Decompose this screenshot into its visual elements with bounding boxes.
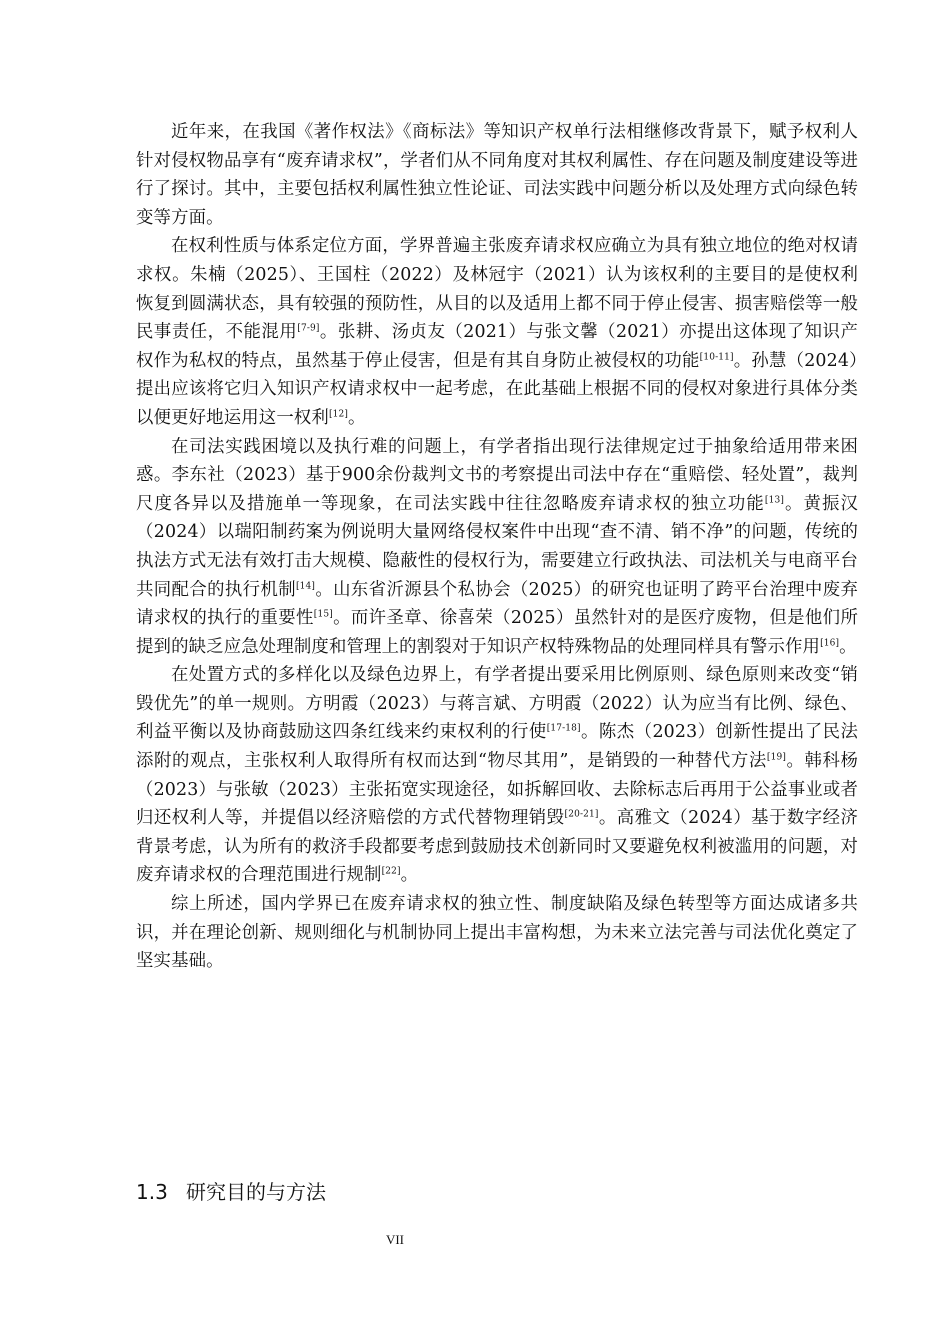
citation-marker: [16] bbox=[820, 638, 840, 649]
paragraph-text: 。而许圣章、徐喜荣（2025）虽然针对的是医疗废物，但是他们所提到的缺乏应急处理制度和管理上的割裂对于知识产权特殊物品的处理同样具有警示作用 bbox=[136, 608, 858, 657]
paragraph-text: 在权利性质与体系定位方面，学界普遍主张废弃请求权应确立为具有独立地位的绝对权请求权。朱楠（2025）、王国柱（2022）及林冠宇（2021）认为该权利的主要目的是使权利恢复到圆满状态，具有较强的预防性，从目的以及适用上都不同于停止侵害、损害赔偿等一般民事责任，不能混用 bbox=[136, 236, 858, 343]
citation-marker: [7-9] bbox=[297, 323, 320, 334]
paragraph-text: 。高雅文（2024）基于数字经济背景考虑，认为所有的救济手段都要考虑到鼓励技术创新同时又要避免权利被滥用的问题，对废弃请求权的合理范围进行规制 bbox=[136, 808, 858, 886]
citation-marker: [17-18] bbox=[546, 724, 581, 735]
paragraph-text: 。陈杰（2023）创新性提出了民法添附的观点，主张权利人取得所有权而达到“物尽其用”，是销毁的一种替代方法 bbox=[136, 722, 859, 772]
paragraph-text: 。孙慧（2024）提出应该将它归入知识产权请求权中一起考虑，在此基础上根据不同的侵权对象进行具体分类以便更好地运用这一权利 bbox=[136, 350, 858, 428]
section-number: 1.3 bbox=[136, 1180, 168, 1204]
paragraph-text: 。山东省沂源县个私协会（2025）的研究也证明了跨平台治理中废弃请求权的执行的重要性 bbox=[136, 579, 858, 629]
paragraph bbox=[136, 661, 858, 890]
citation-marker: [19] bbox=[766, 752, 786, 763]
paragraph-text: 在处置方式的多样化以及绿色边界上，有学者提出要采用比例原则、绿色原则来改变“销毁优先”的单一规则。方明霞（2023）与蒋言斌、方明霞（2022）认为应当有比例、绿色、利益平衡以及协商鼓励这四条红线来约束权利的行使 bbox=[136, 665, 858, 743]
page-number: VII bbox=[385, 1232, 405, 1247]
section-title: 研究目的与方法 bbox=[186, 1180, 326, 1204]
citation-marker: [22] bbox=[381, 867, 401, 878]
paragraph-text: 。 bbox=[839, 636, 857, 657]
section-heading bbox=[136, 1176, 326, 1205]
citation-marker: [20-21] bbox=[564, 809, 599, 820]
paragraph-text: 。韩科杨（2023）与张敏（2023）主张拓宽实现途径，如拆解回收、去除标志后再用于公益事业或者归还权利人等，并提倡以经济赔偿的方式代替物理销毁 bbox=[136, 751, 858, 829]
paragraph bbox=[136, 433, 858, 662]
citation-marker: [12] bbox=[328, 409, 349, 420]
body-text bbox=[136, 118, 858, 976]
paragraph-text: 近年来，在我国《著作权法》《商标法》等知识产权单行法相继修改背景下，赋予权利人针对侵权物品享有“废弃请求权”，学者们从不同角度对其权利属性、存在问题及制度建设等进行了探讨。其中，主要包括权利属性独立性论证、司法实践中问题分析以及处理方式向绿色转变等方面。 bbox=[136, 122, 858, 228]
citation-marker: [13] bbox=[764, 495, 784, 506]
citation-marker: [10-11] bbox=[699, 352, 734, 363]
paragraph-text: 。 bbox=[348, 407, 366, 428]
paragraph-text: 在司法实践困境以及执行难的问题上，有学者指出现行法律规定过于抽象给适用带来困惑。李东社（2023）基于900余份裁判文书的考察提出司法中存在“重赔偿、轻处置”，裁判尺度各异以及措施单一等现象，在司法实践中往往忽略废弃请求权的独立功能 bbox=[136, 436, 858, 514]
paragraph bbox=[136, 232, 858, 432]
paragraph-text: 。张耕、汤贞友（2021）与张文馨（2021）亦提出这体现了知识产权作为私权的特点，虽然基于停止侵害，但是有其自身防止被侵权的功能 bbox=[136, 322, 858, 371]
paragraph bbox=[136, 890, 858, 976]
paragraph-text: 。黄振汉（2024）以瑞阳制药案为例说明大量网络侵权案件中出现“查不清、销不净”的问题，传统的执法方式无法有效打击大规模、隐蔽性的侵权行为，需要建立行政执法、司法机关与电商平台共同配合的执行机制 bbox=[136, 493, 858, 600]
citation-marker: [15] bbox=[313, 609, 333, 620]
paragraph-text: 综上所述，国内学界已在废弃请求权的独立性、制度缺陷及绿色转型等方面达成诸多共识，并在理论创新、规则细化与机制协同上提出丰富构想，为未来立法完善与司法优化奠定了坚实基础。 bbox=[136, 894, 858, 972]
paragraph-text: 。 bbox=[400, 865, 419, 886]
citation-marker: [14] bbox=[296, 581, 316, 592]
paragraph bbox=[136, 118, 858, 232]
